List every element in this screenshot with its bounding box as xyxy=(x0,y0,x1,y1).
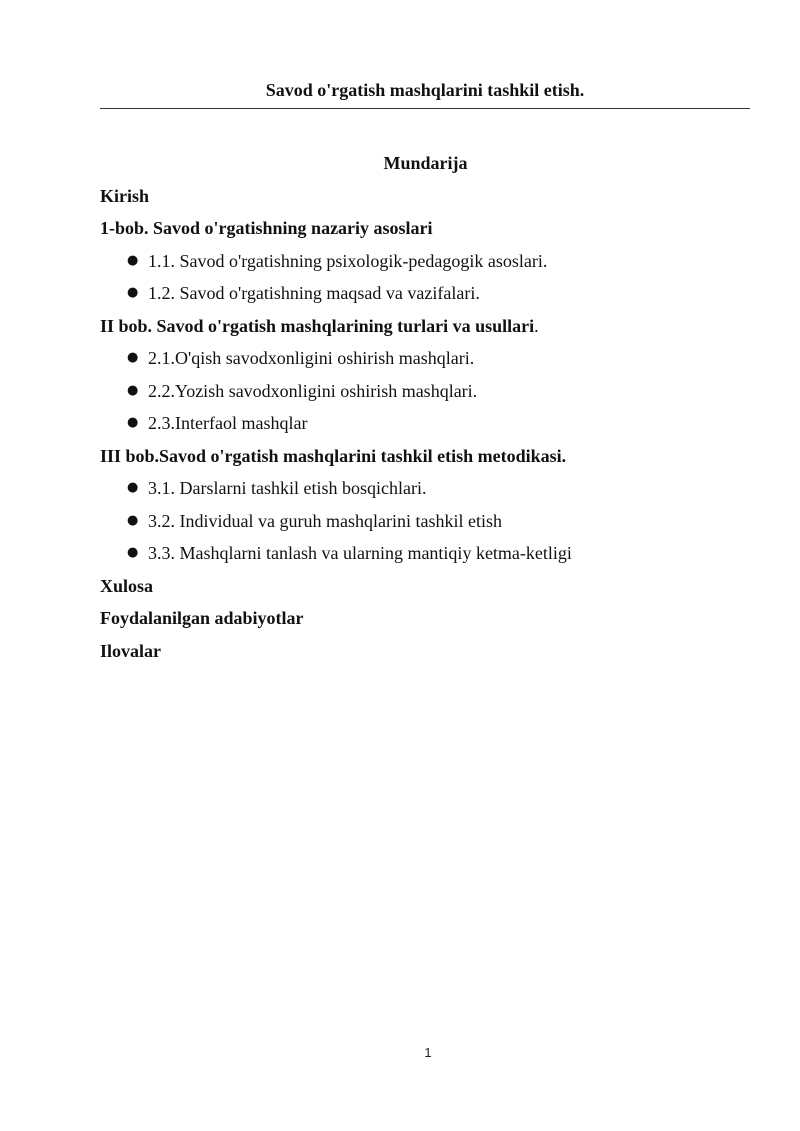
toc-item-text: 2.1.O'qish savodxonligini oshirish mashqlari. xyxy=(148,348,475,368)
bullet-icon: ● xyxy=(127,480,139,495)
header-title: Savod o'rgatish mashqlarini tashkil etish. xyxy=(265,80,585,100)
toc-item-3-2 xyxy=(100,509,750,533)
toc-item-text: 2.3.Interfaol mashqlar xyxy=(148,413,308,433)
page-header xyxy=(100,78,750,109)
toc-item-2-3 xyxy=(100,411,750,435)
bullet-icon: ● xyxy=(127,350,139,365)
toc-item-2-2 xyxy=(100,379,750,403)
toc-chapter-1-title xyxy=(100,216,750,240)
toc-title: Mundarija xyxy=(383,153,468,173)
toc-chapter-3-title xyxy=(100,444,750,468)
page-number: 1 xyxy=(424,1045,432,1060)
table-of-contents xyxy=(100,151,750,671)
toc-item-3-1 xyxy=(100,476,750,500)
toc-item-text: 3.1. Darslarni tashkil etish bosqichlari. xyxy=(148,478,427,498)
toc-item-text: 3.3. Mashqlarni tanlash va ularning mantiqiy ketma-ketligi xyxy=(148,543,572,563)
toc-item-text: 1.2. Savod o'rgatishning maqsad va vazifalari. xyxy=(148,283,480,303)
bullet-icon: ● xyxy=(127,415,139,430)
toc-item-1-1 xyxy=(100,249,750,273)
toc-item-text: 3.2. Individual va guruh mashqlarini tashkil etish xyxy=(148,510,502,531)
bullet-icon: ● xyxy=(127,285,139,300)
chapter-2-title-text: II bob. Savod o'rgatish mashqlarining turlari va usullari xyxy=(100,315,535,336)
toc-entry-introduction: Kirish xyxy=(100,185,150,206)
chapter-1-title-text: 1-bob. Savod o'rgatishning nazariy asoslari xyxy=(100,218,433,238)
bullet-icon: ● xyxy=(127,545,139,560)
toc-item-text: 2.2.Yozish savodxonligini oshirish mashqlari. xyxy=(148,380,478,401)
chapter-2-title-trailing: . xyxy=(534,315,539,336)
toc-item-1-2 xyxy=(100,281,750,305)
toc-entry-appendices: Ilovalar xyxy=(100,640,161,661)
toc-item-3-3 xyxy=(100,541,750,565)
bullet-icon: ● xyxy=(127,512,139,528)
chapter-3-title-text: III bob.Savod o'rgatish mashqlarini tashkil etish metodikasi. xyxy=(100,445,567,466)
bullet-icon: ● xyxy=(127,382,139,398)
toc-item-2-1 xyxy=(100,346,750,370)
toc-entry-references: Foydalanilgan adabiyotlar xyxy=(100,608,304,628)
toc-entry-conclusion: Xulosa xyxy=(100,575,154,596)
bullet-icon: ● xyxy=(127,252,139,268)
toc-chapter-2-title xyxy=(100,314,750,338)
toc-item-text: 1.1. Savod o'rgatishning psixologik-pedagogik asoslari. xyxy=(148,250,548,271)
